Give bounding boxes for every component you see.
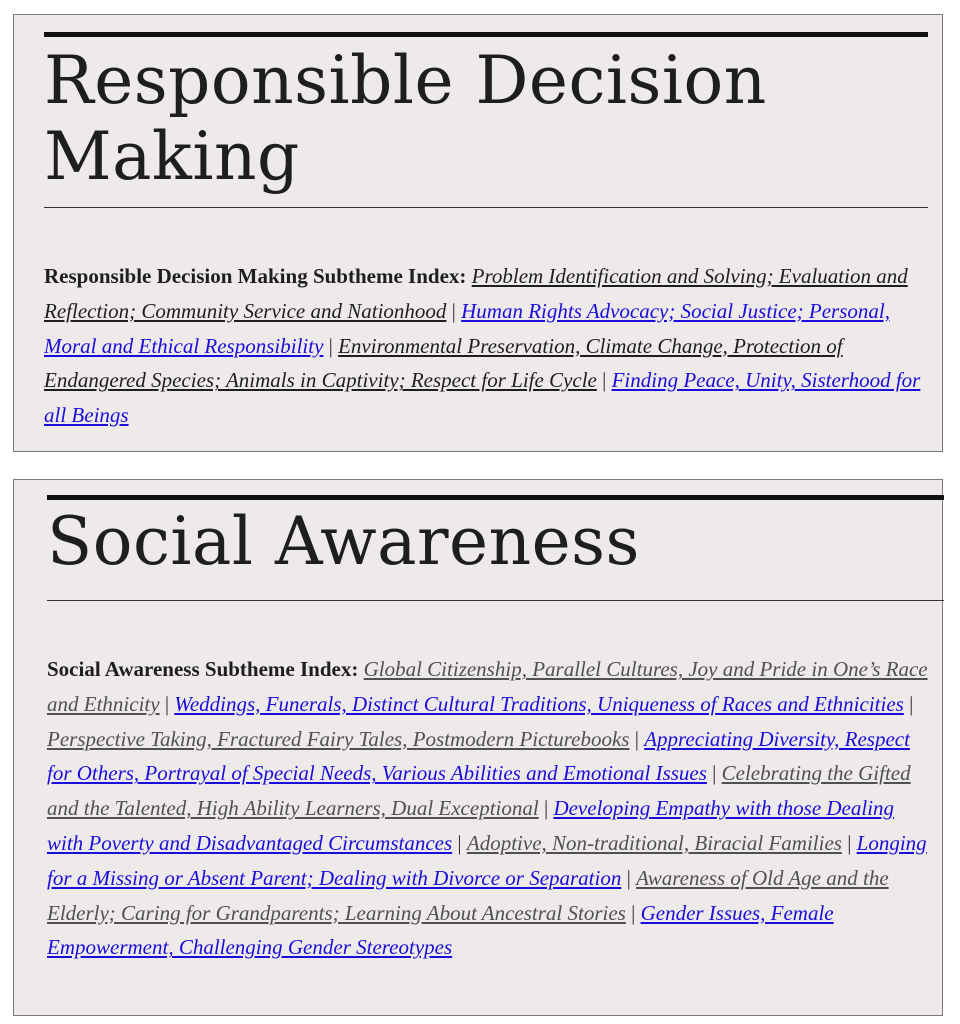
separator: | — [626, 865, 631, 890]
subtheme-link-gender-issues[interactable]: Gender Issues, Female Empowerment, Challenging Gender Stereotypes — [47, 900, 834, 960]
separator: | — [457, 830, 462, 855]
separator: | — [602, 368, 607, 393]
separator: | — [909, 691, 914, 716]
separator: | — [164, 691, 170, 716]
subtheme-link-adoptive-families[interactable]: Adoptive, Non-traditional, Biracial Families — [466, 830, 842, 855]
separator: | — [712, 761, 717, 786]
heading-top-bar — [47, 495, 944, 500]
subtheme-link-appreciating-diversity[interactable]: Appreciating Diversity, Respect for Others, Portrayal of Special Needs, Various Abilities and Emotional Issues — [47, 726, 910, 786]
section-title: Social Awareness — [47, 503, 640, 580]
subtheme-index-label: Responsible Decision Making Subtheme Index: — [44, 264, 467, 288]
social-awareness-panel — [13, 479, 943, 1016]
subtheme-index — [47, 652, 932, 965]
separator: | — [634, 726, 639, 751]
heading-divider — [47, 600, 944, 601]
subtheme-link-human-rights[interactable]: Human Rights Advocacy; Social Justice; Personal, Moral and Ethical Responsibility — [44, 298, 890, 358]
subtheme-link-weddings-funerals[interactable]: Weddings, Funerals, Distinct Cultural Traditions, Uniqueness of Races and Ethnicities — [174, 691, 904, 716]
subtheme-link-finding-peace[interactable]: Finding Peace, Unity, Sisterhood for all Beings — [44, 368, 921, 428]
subtheme-link-absent-parent[interactable]: Longing for a Missing or Absent Parent; Dealing with Divorce or Separation — [47, 830, 927, 890]
subtheme-link-global-citizenship[interactable]: Global Citizenship, Parallel Cultures, Joy and Pride in One’s Race and Ethnicity — [47, 657, 928, 716]
subtheme-link-environmental[interactable]: Environmental Preservation, Climate Change, Protection of Endangered Species; Animals in Captivity; Respect for Life Cycle — [44, 333, 843, 393]
subtheme-index — [44, 259, 930, 433]
subtheme-link-empathy-poverty[interactable]: Developing Empathy with those Dealing with Poverty and Disadvantaged Circumstances — [47, 796, 895, 855]
heading-divider — [44, 207, 928, 208]
subtheme-link-old-age[interactable]: Awareness of Old Age and the Elderly; Caring for Grandparents; Learning About Ancestral Stories — [47, 865, 889, 925]
separator: | — [631, 900, 636, 925]
subtheme-link-gifted-talented[interactable]: Celebrating the Gifted and the Talented, High Ability Learners, Dual Exceptional — [47, 761, 911, 821]
separator: | — [847, 830, 852, 855]
subtheme-link-perspective-taking[interactable]: Perspective Taking, Fractured Fairy Tales, Postmodern Picturebooks — [47, 726, 630, 751]
separator: | — [543, 796, 549, 821]
separator: | — [328, 333, 333, 358]
subtheme-link-problem-solving[interactable]: Problem Identification and Solving; Evaluation and Reflection; Community Service and Nationhood — [44, 264, 908, 323]
heading-top-bar — [44, 32, 928, 37]
subtheme-index-label: Social Awareness Subtheme Index: — [47, 657, 359, 681]
section-title: Responsible Decision Making — [44, 42, 767, 195]
responsible-decision-making-panel — [13, 14, 943, 452]
separator: | — [451, 298, 456, 323]
